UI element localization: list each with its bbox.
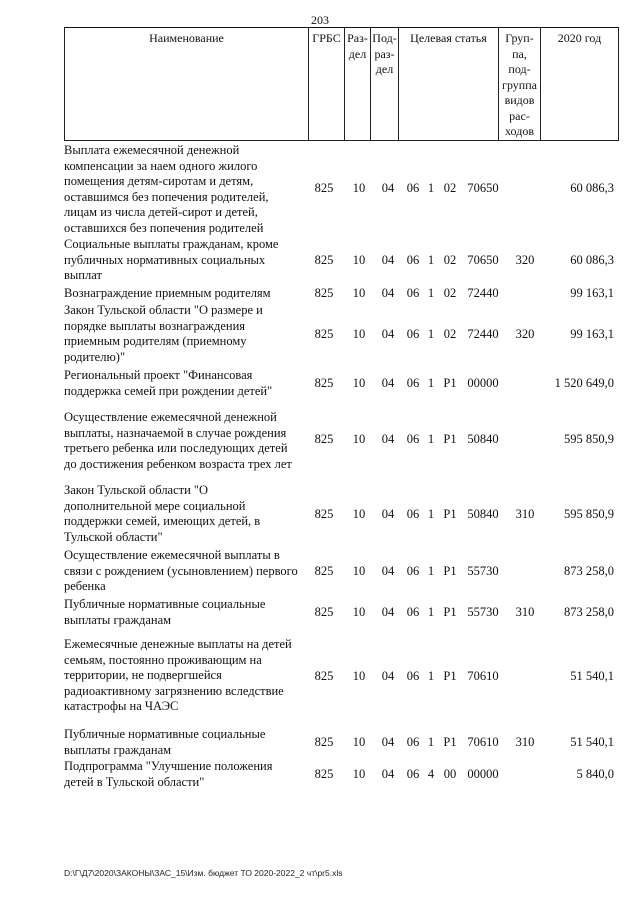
row-target-direction: 70610 xyxy=(467,669,499,683)
row-amount: 1 520 649,0 xyxy=(554,376,614,390)
header-name: Наименование xyxy=(65,28,309,141)
table-row xyxy=(64,637,618,717)
row-amount: 873 258,0 xyxy=(564,605,614,619)
row-podrazdel: 04 xyxy=(381,767,395,781)
row-name: Закон Тульской области "О размере и порядке выплаты вознаграждения приемным родителям (приемному родителю)" xyxy=(64,303,263,364)
row-expense-group: 310 xyxy=(515,605,535,619)
row-razdel: 10 xyxy=(352,432,366,446)
row-name: Выплата ежемесячной денежной компенсации за наем одного жилого помещения детям-сиротам и детям, оставшимся без попечения родителей, лицам из числа детей-сирот и детей, оставшихся без попечения родителей xyxy=(64,143,269,235)
row-razdel: 10 xyxy=(352,286,366,300)
row-razdel: 10 xyxy=(352,181,366,195)
row-target-program: 06 xyxy=(406,376,420,390)
row-amount: 99 163,1 xyxy=(570,286,614,300)
row-razdel: 10 xyxy=(352,507,366,521)
row-target-event: 02 xyxy=(443,181,457,195)
row-expense-group: 320 xyxy=(515,253,535,267)
row-name: Ежемесячные денежные выплаты на детей семьям, постоянно проживающим на территории, не подвергшейся радиоактивному загрязнению вследствие катастрофы на ЧАЭС xyxy=(64,637,292,713)
row-target-subprogram: 1 xyxy=(427,564,435,578)
row-podrazdel: 04 xyxy=(381,253,395,267)
row-amount: 595 850,9 xyxy=(564,507,614,521)
row-target-event: P1 xyxy=(443,735,457,749)
row-target-subprogram: 1 xyxy=(427,605,435,619)
row-target-subprogram: 1 xyxy=(427,181,435,195)
row-name: Осуществление ежемесячной денежной выплаты, назначаемой в случае рождения третьего ребенка или последующих детей до достижения ребенком возраста трех лет xyxy=(64,410,292,471)
row-target-direction: 70610 xyxy=(467,735,499,749)
row-expense-group: 320 xyxy=(515,327,535,341)
row-target-event: 00 xyxy=(443,767,457,781)
row-target-event: 02 xyxy=(443,327,457,341)
header-target: Целевая статья xyxy=(399,28,499,141)
row-target-program: 06 xyxy=(406,253,420,267)
table-row xyxy=(64,303,618,367)
row-podrazdel: 04 xyxy=(381,507,395,521)
row-grbs: 825 xyxy=(314,564,334,578)
row-target-direction: 55730 xyxy=(467,605,499,619)
row-name: Региональный проект "Финансовая поддержка семей при рождении детей" xyxy=(64,368,273,398)
table-row xyxy=(64,368,618,402)
row-target-subprogram: 1 xyxy=(427,253,435,267)
table-row xyxy=(64,727,618,759)
row-target-program: 06 xyxy=(406,327,420,341)
row-grbs: 825 xyxy=(314,735,334,749)
row-grbs: 825 xyxy=(314,181,334,195)
row-razdel: 10 xyxy=(352,735,366,749)
row-target-direction: 55730 xyxy=(467,564,499,578)
row-podrazdel: 04 xyxy=(381,327,395,341)
row-target-program: 06 xyxy=(406,767,420,781)
row-target-direction: 70650 xyxy=(467,253,499,267)
row-podrazdel: 04 xyxy=(381,669,395,683)
table-row xyxy=(64,143,618,236)
row-grbs: 825 xyxy=(314,669,334,683)
row-amount: 60 086,3 xyxy=(570,253,614,267)
row-target-subprogram: 1 xyxy=(427,669,435,683)
row-amount: 873 258,0 xyxy=(564,564,614,578)
row-podrazdel: 04 xyxy=(381,181,395,195)
row-podrazdel: 04 xyxy=(381,735,395,749)
row-grbs: 825 xyxy=(314,507,334,521)
row-target-program: 06 xyxy=(406,735,420,749)
row-target-event: 02 xyxy=(443,286,457,300)
row-target-direction: 00000 xyxy=(467,376,499,390)
row-amount: 51 540,1 xyxy=(570,735,614,749)
row-grbs: 825 xyxy=(314,253,334,267)
row-grbs: 825 xyxy=(314,286,334,300)
row-target-direction: 50840 xyxy=(467,432,499,446)
row-target-subprogram: 4 xyxy=(427,767,435,781)
table-row xyxy=(64,410,618,480)
row-target-event: P1 xyxy=(443,507,457,521)
row-name: Вознаграждение приемным родителям xyxy=(64,286,271,300)
row-target-event: P1 xyxy=(443,376,457,390)
table-row xyxy=(64,483,618,547)
table-row xyxy=(64,237,618,285)
row-podrazdel: 04 xyxy=(381,605,395,619)
row-grbs: 825 xyxy=(314,767,334,781)
row-target-program: 06 xyxy=(406,605,420,619)
header-razdel: Раз- дел xyxy=(345,28,371,141)
row-target-direction: 50840 xyxy=(467,507,499,521)
row-podrazdel: 04 xyxy=(381,432,395,446)
row-target-subprogram: 1 xyxy=(427,327,435,341)
row-grbs: 825 xyxy=(314,605,334,619)
row-target-direction: 72440 xyxy=(467,286,499,300)
row-target-program: 06 xyxy=(406,432,420,446)
row-target-subprogram: 1 xyxy=(427,735,435,749)
header-year: 2020 год xyxy=(541,28,619,141)
row-podrazdel: 04 xyxy=(381,376,395,390)
row-grbs: 825 xyxy=(314,432,334,446)
row-grbs: 825 xyxy=(314,327,334,341)
row-target-subprogram: 1 xyxy=(427,432,435,446)
table-row xyxy=(64,286,618,302)
row-target-event: P1 xyxy=(443,564,457,578)
file-path-footer: D:\Г\Д7\2020\ЗАКОНЫ\ЗАС_15\Изм. бюджет ТО 2020-2022_2 чт\pr5.xls xyxy=(64,868,343,878)
budget-table xyxy=(64,27,618,789)
row-razdel: 10 xyxy=(352,564,366,578)
row-razdel: 10 xyxy=(352,253,366,267)
row-name: Закон Тульской области "О дополнительной мере социальной поддержки семей, имеющих детей, в Тульской области" xyxy=(64,483,261,544)
page-number: 203 xyxy=(311,13,329,27)
table-header xyxy=(64,27,619,141)
row-podrazdel: 04 xyxy=(381,286,395,300)
row-target-event: P1 xyxy=(443,432,457,446)
row-target-direction: 00000 xyxy=(467,767,499,781)
row-name: Осуществление ежемесячной выплаты в связи с рождением (усыновлением) первого ребенка xyxy=(64,548,298,593)
row-podrazdel: 04 xyxy=(381,564,395,578)
header-grbs: ГРБС xyxy=(309,28,345,141)
row-target-program: 06 xyxy=(406,181,420,195)
row-amount: 60 086,3 xyxy=(570,181,614,195)
header-group: Груп- па, под- группа видов рас- ходов xyxy=(499,28,541,141)
table-row xyxy=(64,597,618,629)
row-target-subprogram: 1 xyxy=(427,376,435,390)
row-target-subprogram: 1 xyxy=(427,507,435,521)
row-grbs: 825 xyxy=(314,376,334,390)
row-target-event: P1 xyxy=(443,669,457,683)
row-amount: 5 840,0 xyxy=(576,767,614,781)
row-razdel: 10 xyxy=(352,767,366,781)
row-razdel: 10 xyxy=(352,605,366,619)
row-name: Подпрограмма "Улучшение положения детей в Тульской области" xyxy=(64,759,273,789)
row-amount: 99 163,1 xyxy=(570,327,614,341)
row-target-program: 06 xyxy=(406,669,420,683)
row-target-subprogram: 1 xyxy=(427,286,435,300)
table-row xyxy=(64,759,618,791)
row-razdel: 10 xyxy=(352,669,366,683)
row-target-event: 02 xyxy=(443,253,457,267)
row-name: Социальные выплаты гражданам, кроме публичных нормативных социальных выплат xyxy=(64,237,279,282)
row-razdel: 10 xyxy=(352,376,366,390)
row-target-direction: 72440 xyxy=(467,327,499,341)
header-podrazdel: Под- раз- дел xyxy=(371,28,399,141)
table-row xyxy=(64,548,618,596)
row-amount: 51 540,1 xyxy=(570,669,614,683)
row-razdel: 10 xyxy=(352,327,366,341)
row-expense-group: 310 xyxy=(515,507,535,521)
row-expense-group: 310 xyxy=(515,735,535,749)
row-target-event: P1 xyxy=(443,605,457,619)
row-target-program: 06 xyxy=(406,286,420,300)
row-target-program: 06 xyxy=(406,507,420,521)
row-target-program: 06 xyxy=(406,564,420,578)
row-target-direction: 70650 xyxy=(467,181,499,195)
row-name: Публичные нормативные социальные выплаты гражданам xyxy=(64,597,266,627)
row-amount: 595 850,9 xyxy=(564,432,614,446)
row-name: Публичные нормативные социальные выплаты гражданам xyxy=(64,727,266,757)
